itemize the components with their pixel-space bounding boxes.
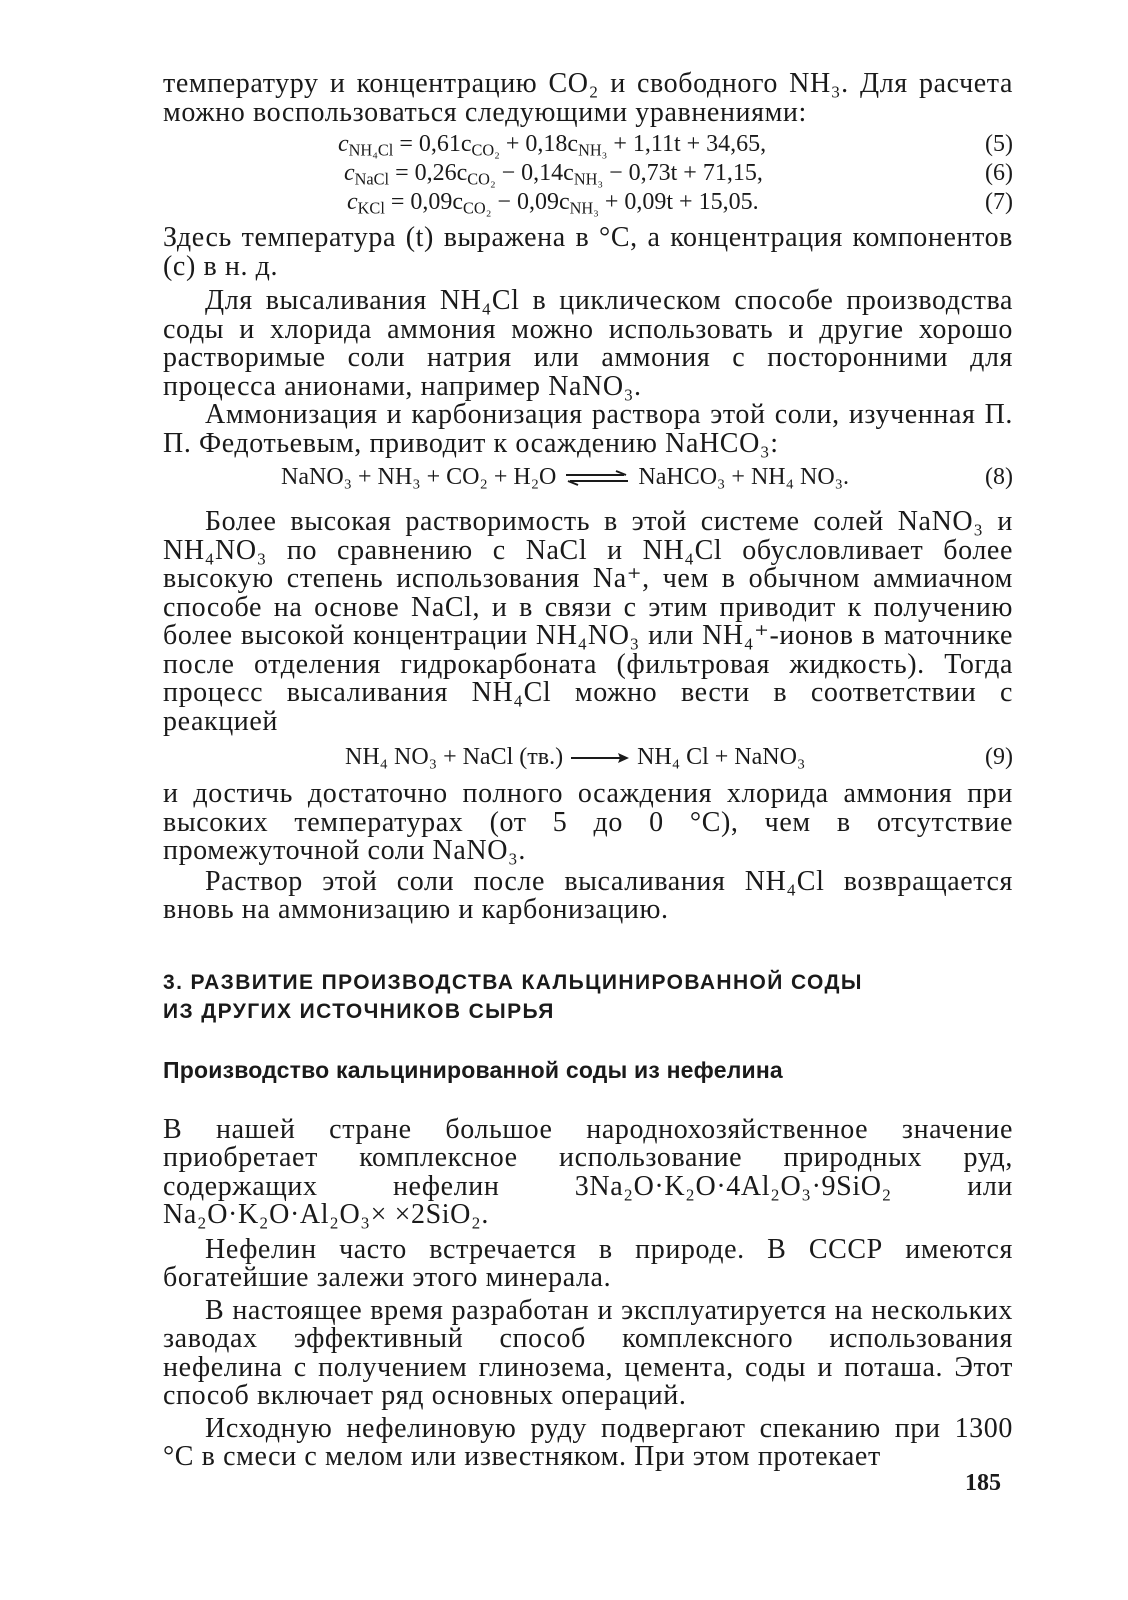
equilibrium-arrow-icon bbox=[562, 470, 632, 486]
equation-9: NH₄ NO₃ + NaCl (тв.) NH₄ Cl + NaNO₃ (9) bbox=[345, 744, 1013, 770]
paragraph-ammonization: Аммонизация и карбонизация раствора этой соли, изученная П. П. Федотьевым, приводит к осаждению NaHCO₃: bbox=[163, 399, 1013, 459]
equation-number: (7) bbox=[985, 189, 1013, 215]
paragraph-intro: температуру и концентрацию CO₂ и свободного NH₃. Для расчета можно воспользоваться следующими уравнениями: bbox=[163, 68, 1013, 128]
equation-number: (8) bbox=[985, 464, 1013, 490]
equation-6: $c_{NaCl} = 0,26c_{CO_2} - 0,14c_{NH_3} - 0,73t + 71,15$, (6) bbox=[344, 160, 1013, 189]
paragraph-solubility: Более высокая растворимость в этой системе солей NaNO₃ и NH₄NO₃ по сравнению с NaCl и NH₄Cl обусловливает более высокую степень использования Na⁺, чем в обычном аммиачном способе на основе NaCl, и в связи с этим приводит к получению более высокой концентрации NH₄NO₃ или NH₄⁺-ионов в маточнике после отделения гидрокарбоната (фильтровая жидкость). Тогда процесс высаливания NH₄Cl можно вести в соответствии с реакцией bbox=[163, 506, 1013, 737]
section-heading bbox=[163, 968, 1013, 1026]
equation-number: (5) bbox=[985, 131, 1013, 157]
page-number: 185 bbox=[965, 1470, 1001, 1496]
paragraph-solution-return: Раствор этой соли после высаливания NH₄Cl возвращается вновь на аммонизацию и карбонизацию. bbox=[163, 865, 1013, 925]
section-heading-line-2: ИЗ ДРУГИХ ИСТОЧНИКОВ СЫРЬЯ bbox=[163, 999, 555, 1023]
section-heading-line-1: 3. РАЗВИТИЕ ПРОИЗВОДСТВА КАЛЬЦИНИРОВАННОЙ СОДЫ bbox=[163, 970, 863, 994]
paragraph-salting-out: Для высаливания NH₄Cl в циклическом способе производства соды и хлорида аммония можно использовать и другие хорошо растворимые соли натрия или аммония с посторонними для процесса анионами, например NaNO₃. bbox=[163, 285, 1013, 402]
equation-8: NaNO₃ + NH₃ + CO₂ + H₂O NaHCO₃ + NH₄ NO₃. (8) bbox=[281, 464, 1013, 490]
equations-5-7 bbox=[163, 131, 1013, 218]
page-body bbox=[163, 62, 1013, 1472]
equation-number: (9) bbox=[985, 744, 1013, 770]
paragraph-country: В нашей стране большое народнохозяйственное значение приобретает комплексное использование природных руд, содержащих нефелин 3Na₂O·K₂O·4Al₂O₃·9SiO₂ или Na₂O·K₂O·Al₂O₃× ×2SiO₂. bbox=[163, 1113, 1013, 1230]
reaction-arrow-icon bbox=[569, 752, 631, 764]
paragraph-ore-sintering: Исходную нефелиновую руду подвергают спеканию при 1300 °С в смеси с мелом или известняком. При этом протекает bbox=[163, 1412, 1013, 1472]
subsection-heading: Производство кальцинированной соды из нефелина bbox=[163, 1056, 783, 1083]
paragraph-precipitation: и достичь достаточно полного осаждения хлорида аммония при высоких температурах (от 5 до 0 °С), чем в отсутствие промежуточной соли NaNO₃. bbox=[163, 778, 1013, 866]
equation-7: $c_{KCl} = 0,09c_{CO_2} - 0,09c_{NH_3} + 0,09t + 15,05$. (7) bbox=[347, 189, 1013, 218]
paragraph-nepheline: Нефелин часто встречается в природе. В СССР имеются богатейшие залежи этого минерала. bbox=[163, 1233, 1013, 1293]
paragraph-method: В настоящее время разработан и эксплуатируется на нескольких заводах эффективный способ комплексного использования нефелина с получением глинозема, цемента, соды и поташа. Этот способ включает ряд основных операций. bbox=[163, 1294, 1013, 1411]
paragraph-temperature: Здесь температура (t) выражена в °С, а концентрация компонентов (c) в н. д. bbox=[163, 222, 1013, 282]
equation-number: (6) bbox=[985, 160, 1013, 186]
equation-5: $c_{NH_4Cl} = 0,61c_{CO_2} + 0,18c_{NH_3} + 1,11t + 34,65$, (5) bbox=[338, 131, 1013, 160]
